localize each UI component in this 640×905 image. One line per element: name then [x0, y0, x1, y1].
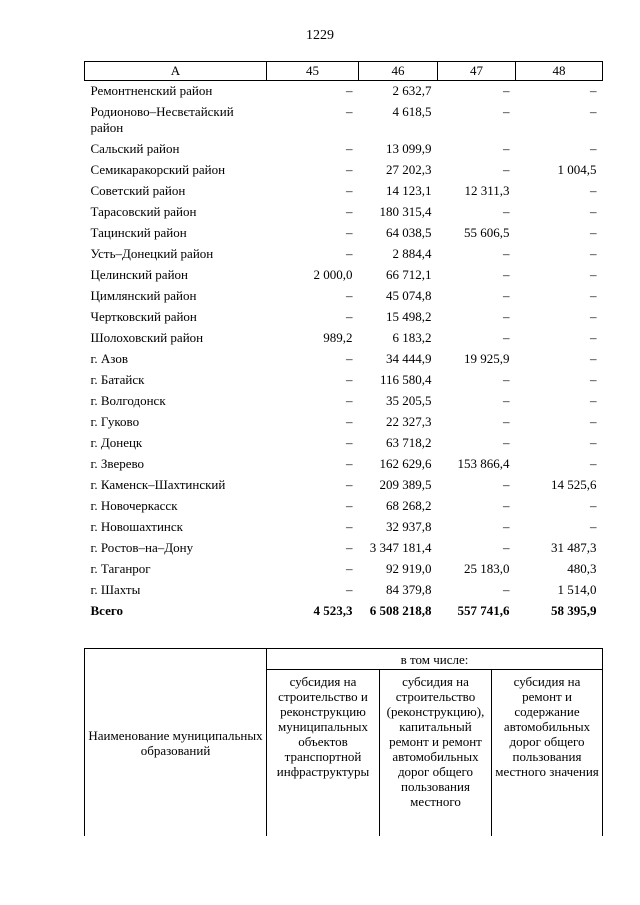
value-cell-46: 6 508 218,8 — [369, 603, 432, 618]
value-cell-45: – — [346, 141, 353, 156]
municipality-name-cell: Чертковский район — [90, 309, 197, 324]
value-cell-46: 66 712,1 — [386, 267, 432, 282]
value-cell-47: – — [503, 288, 510, 303]
value-cell-47: – — [503, 204, 510, 219]
total-row — [85, 601, 603, 622]
table-row — [85, 370, 603, 391]
value-cell-48: 31 487,3 — [551, 540, 597, 555]
value-cell-48: 480,3 — [567, 561, 597, 576]
value-cell-48: – — [590, 309, 597, 324]
table-row — [85, 102, 603, 139]
value-cell-47: 25 183,0 — [464, 561, 510, 576]
value-cell-48: – — [590, 414, 597, 429]
subsidy-road-maintenance-header: субсидия на ремонт и содержание автомобильных дорог общего пользования местного значения — [492, 670, 603, 837]
value-cell-45: – — [346, 498, 353, 513]
value-cell-45: 4 523,3 — [313, 603, 353, 618]
value-cell-47: – — [503, 477, 510, 492]
value-cell-47: – — [503, 372, 510, 387]
value-cell-45: – — [346, 582, 353, 597]
value-cell-45: – — [346, 519, 353, 534]
value-cell-47: – — [503, 83, 510, 98]
value-cell-46: 2 632,7 — [392, 83, 432, 98]
column-header-48: 48 — [516, 62, 603, 81]
value-cell-47: 55 606,5 — [464, 225, 510, 240]
value-cell-47: – — [503, 330, 510, 345]
value-cell-46: 22 327,3 — [386, 414, 432, 429]
value-cell-48: – — [590, 393, 597, 408]
table-row — [85, 454, 603, 475]
value-cell-48: – — [590, 104, 597, 119]
table-row — [85, 349, 603, 370]
value-cell-48: 1 514,0 — [557, 582, 597, 597]
table-row — [85, 580, 603, 601]
value-cell-46: 116 580,4 — [379, 372, 432, 387]
value-cell-45: – — [346, 351, 353, 366]
municipality-name-cell: Целинский район — [90, 267, 188, 282]
municipality-name-cell: г. Азов — [90, 351, 128, 366]
next-table-header — [84, 648, 603, 836]
table-row — [85, 286, 603, 307]
municipality-name-cell: г. Гуково — [90, 414, 140, 429]
value-cell-48: – — [590, 519, 597, 534]
value-cell-46: 34 444,9 — [386, 351, 432, 366]
table-row — [85, 181, 603, 202]
value-cell-47: – — [503, 309, 510, 324]
value-cell-48: – — [590, 246, 597, 261]
value-cell-48: – — [590, 351, 597, 366]
table-row — [85, 202, 603, 223]
subsidy-transport-infrastructure-header: субсидия на строительство и реконструкцию муниципальных объектов транспортной инфраструктуры — [267, 670, 380, 837]
municipality-name-cell: г. Шахты — [90, 582, 141, 597]
table-row — [85, 496, 603, 517]
value-cell-47: – — [503, 498, 510, 513]
value-cell-48: 1 004,5 — [557, 162, 597, 177]
table-row — [85, 81, 603, 103]
value-cell-48: – — [590, 225, 597, 240]
municipality-name-header: Наименование муниципальных образований — [85, 649, 267, 837]
municipality-name-cell: Цимлянский район — [90, 288, 197, 303]
value-cell-47: – — [503, 141, 510, 156]
value-cell-45: – — [346, 162, 353, 177]
value-cell-45: – — [346, 561, 353, 576]
municipality-name-cell: Родионово–Несвєтайский район — [90, 104, 234, 135]
value-cell-45: – — [346, 104, 353, 119]
table-row — [85, 265, 603, 286]
page-number: 1229 — [306, 28, 334, 43]
column-header-47: 47 — [438, 62, 516, 81]
value-cell-45: 2 000,0 — [313, 267, 353, 282]
table-row — [85, 307, 603, 328]
table-row — [85, 538, 603, 559]
value-cell-45: – — [346, 246, 353, 261]
value-cell-46: 2 884,4 — [392, 246, 432, 261]
value-cell-46: 68 268,2 — [386, 498, 432, 513]
value-cell-46: 162 629,6 — [379, 456, 432, 471]
value-cell-47: 557 741,6 — [457, 603, 510, 618]
municipality-name-cell: Сальский район — [90, 141, 180, 156]
value-cell-48: – — [590, 183, 597, 198]
value-cell-47: 19 925,9 — [464, 351, 510, 366]
table-row — [85, 559, 603, 580]
value-cell-48: – — [590, 204, 597, 219]
value-cell-47: – — [503, 435, 510, 450]
municipality-name-cell: г. Таганрог — [90, 561, 151, 576]
value-cell-47: 12 311,3 — [464, 183, 510, 198]
value-cell-47: – — [503, 104, 510, 119]
municipality-name-cell: Усть–Донецкий район — [90, 246, 214, 261]
value-cell-48: – — [590, 141, 597, 156]
value-cell-47: 153 866,4 — [457, 456, 510, 471]
value-cell-45: – — [346, 435, 353, 450]
value-cell-48: – — [590, 330, 597, 345]
budget-table — [84, 61, 603, 622]
value-cell-45: – — [346, 456, 353, 471]
municipality-name-cell: Тацинский район — [90, 225, 187, 240]
value-cell-46: 35 205,5 — [386, 393, 432, 408]
municipality-name-cell: Советский район — [90, 183, 186, 198]
table-row — [85, 433, 603, 454]
column-header-46: 46 — [359, 62, 438, 81]
value-cell-46: 63 718,2 — [386, 435, 432, 450]
value-cell-46: 180 315,4 — [379, 204, 432, 219]
municipality-name-cell: г. Новочеркасск — [90, 498, 178, 513]
value-cell-47: – — [503, 582, 510, 597]
value-cell-46: 15 498,2 — [386, 309, 432, 324]
including-header: в том числе: — [267, 649, 603, 670]
subsidy-road-construction-header: субсидия на строительство (реконструкцию), капитальный ремонт и ремонт автомобильных дорог общего пользования местного — [380, 670, 492, 837]
value-cell-46: 84 379,8 — [386, 582, 432, 597]
value-cell-45: – — [346, 288, 353, 303]
municipality-name-cell: Шолоховский район — [90, 330, 204, 345]
value-cell-46: 209 389,5 — [379, 477, 432, 492]
municipality-name-cell: Семикаракорский район — [90, 162, 226, 177]
table-header-row — [85, 62, 603, 81]
value-cell-47: – — [503, 162, 510, 177]
value-cell-45: – — [346, 309, 353, 324]
value-cell-45: 989,2 — [323, 330, 353, 345]
value-cell-46: 45 074,8 — [386, 288, 432, 303]
value-cell-47: – — [503, 393, 510, 408]
value-cell-45: – — [346, 414, 353, 429]
table-row — [85, 328, 603, 349]
value-cell-48: – — [590, 456, 597, 471]
municipality-name-cell: г. Новошахтинск — [90, 519, 183, 534]
table-row — [85, 391, 603, 412]
value-cell-47: – — [503, 414, 510, 429]
table-row — [85, 517, 603, 538]
value-cell-48: 14 525,6 — [551, 477, 597, 492]
value-cell-48: – — [590, 288, 597, 303]
value-cell-46: 64 038,5 — [386, 225, 432, 240]
municipality-name-cell: Ремонтненский район — [90, 83, 213, 98]
value-cell-47: – — [503, 246, 510, 261]
value-cell-46: 4 618,5 — [392, 104, 432, 119]
value-cell-48: 58 395,9 — [551, 603, 597, 618]
value-cell-47: – — [503, 540, 510, 555]
value-cell-48: – — [590, 83, 597, 98]
value-cell-45: – — [346, 372, 353, 387]
table-row — [85, 160, 603, 181]
value-cell-45: – — [346, 204, 353, 219]
value-cell-46: 92 919,0 — [386, 561, 432, 576]
value-cell-45: – — [346, 477, 353, 492]
value-cell-46: 27 202,3 — [386, 162, 432, 177]
table-row — [85, 475, 603, 496]
table-row — [85, 223, 603, 244]
value-cell-45: – — [346, 225, 353, 240]
value-cell-45: – — [346, 83, 353, 98]
municipality-name-cell: г. Зверево — [90, 456, 145, 471]
value-cell-46: 3 347 181,4 — [369, 540, 432, 555]
value-cell-48: – — [590, 498, 597, 513]
value-cell-46: 32 937,8 — [386, 519, 432, 534]
value-cell-46: 6 183,2 — [392, 330, 432, 345]
value-cell-46: 14 123,1 — [386, 183, 432, 198]
value-cell-48: – — [590, 435, 597, 450]
table-row — [85, 412, 603, 433]
municipality-name-cell: г. Каменск–Шахтинский — [90, 477, 226, 492]
table-row — [85, 244, 603, 265]
value-cell-46: 13 099,9 — [386, 141, 432, 156]
value-cell-47: – — [503, 267, 510, 282]
value-cell-45: – — [346, 183, 353, 198]
value-cell-47: – — [503, 519, 510, 534]
value-cell-45: – — [346, 540, 353, 555]
municipality-name-cell: г. Ростов–на–Дону — [90, 540, 194, 555]
value-cell-45: – — [346, 393, 353, 408]
table-row — [85, 139, 603, 160]
municipality-name-cell: Всего — [90, 603, 123, 618]
municipality-name-cell: Тарасовский район — [90, 204, 197, 219]
municipality-name-cell: г. Волгодонск — [90, 393, 166, 408]
column-header-name: А — [85, 62, 267, 81]
value-cell-48: – — [590, 267, 597, 282]
municipality-name-cell: г. Донецк — [90, 435, 143, 450]
municipality-name-cell: г. Батайск — [90, 372, 145, 387]
column-header-45: 45 — [267, 62, 359, 81]
value-cell-48: – — [590, 372, 597, 387]
